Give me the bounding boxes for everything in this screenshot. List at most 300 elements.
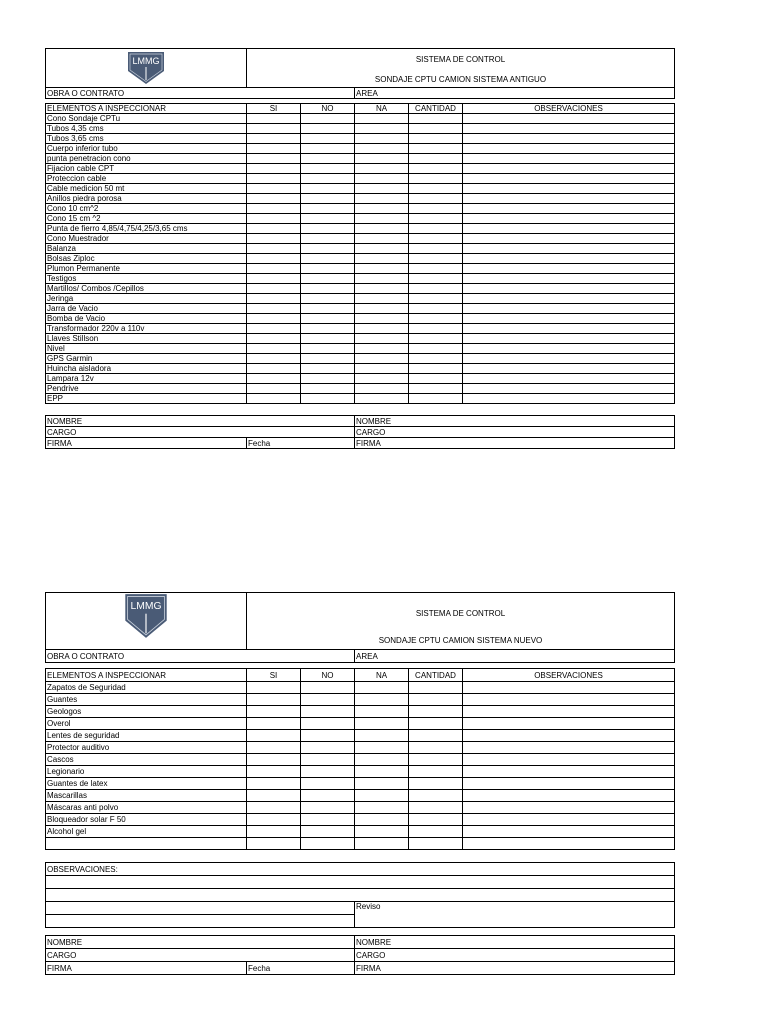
cargo-label-2: CARGO (355, 427, 675, 438)
cantidad-cell[interactable] (409, 194, 463, 204)
na-cell[interactable] (355, 838, 409, 850)
na-cell[interactable] (355, 194, 409, 204)
item-label: Cono Sondaje CPTu (46, 114, 247, 124)
observaciones-cell[interactable] (463, 730, 675, 742)
na-cell[interactable] (355, 706, 409, 718)
observaciones-cell[interactable] (463, 682, 675, 694)
no-cell[interactable] (301, 730, 355, 742)
cantidad-cell[interactable] (409, 814, 463, 826)
observaciones-cell[interactable] (463, 324, 675, 334)
si-cell[interactable] (247, 394, 301, 404)
observaciones-cell[interactable] (463, 174, 675, 184)
table-row (46, 244, 675, 254)
na-cell[interactable] (355, 802, 409, 814)
no-cell[interactable] (301, 754, 355, 766)
table-row (46, 254, 675, 264)
item-label: Martillos/ Combos /Cepillos (46, 284, 247, 294)
no-cell[interactable] (301, 294, 355, 304)
si-cell[interactable] (247, 682, 301, 694)
item-label: Overol (46, 718, 247, 730)
cantidad-cell[interactable] (409, 284, 463, 294)
col-cantidad: CANTIDAD (409, 104, 463, 114)
firma-label-2: FIRMA (355, 962, 675, 975)
si-cell[interactable] (247, 124, 301, 134)
title-cell (247, 593, 675, 650)
si-cell[interactable] (247, 224, 301, 234)
na-cell[interactable] (355, 174, 409, 184)
signature-table (45, 935, 675, 975)
si-cell[interactable] (247, 174, 301, 184)
blank-cell (46, 902, 355, 915)
na-cell[interactable] (355, 164, 409, 174)
observaciones-cell[interactable] (463, 354, 675, 364)
table-row (46, 284, 675, 294)
cantidad-cell[interactable] (409, 314, 463, 324)
si-cell[interactable] (247, 706, 301, 718)
no-cell[interactable] (301, 364, 355, 374)
cantidad-cell[interactable] (409, 778, 463, 790)
observaciones-cell[interactable] (463, 304, 675, 314)
no-cell[interactable] (301, 394, 355, 404)
na-cell[interactable] (355, 234, 409, 244)
reviso-label: Reviso (355, 902, 675, 928)
observaciones-cell[interactable] (463, 134, 675, 144)
cantidad-cell[interactable] (409, 766, 463, 778)
item-label: GPS Garmin (46, 354, 247, 364)
observaciones-cell[interactable] (463, 394, 675, 404)
col-na: NA (355, 669, 409, 682)
inspection-table (45, 103, 675, 404)
observaciones-cell[interactable] (463, 314, 675, 324)
si-cell[interactable] (247, 244, 301, 254)
na-cell[interactable] (355, 264, 409, 274)
item-label: Bomba de Vacio (46, 314, 247, 324)
na-cell[interactable] (355, 184, 409, 194)
na-cell[interactable] (355, 364, 409, 374)
no-cell[interactable] (301, 838, 355, 850)
obra-label: OBRA O CONTRATO (46, 88, 355, 99)
si-cell[interactable] (247, 802, 301, 814)
si-cell[interactable] (247, 284, 301, 294)
item-label: Alcohol gel (46, 826, 247, 838)
cantidad-cell[interactable] (409, 754, 463, 766)
si-cell[interactable] (247, 114, 301, 124)
col-observaciones: OBSERVACIONES (463, 104, 675, 114)
table-row (46, 826, 675, 838)
no-cell[interactable] (301, 224, 355, 234)
no-cell[interactable] (301, 134, 355, 144)
no-cell[interactable] (301, 802, 355, 814)
cantidad-cell[interactable] (409, 826, 463, 838)
na-cell[interactable] (355, 144, 409, 154)
na-cell[interactable] (355, 694, 409, 706)
cantidad-cell[interactable] (409, 214, 463, 224)
si-cell[interactable] (247, 204, 301, 214)
na-cell[interactable] (355, 124, 409, 134)
cantidad-cell[interactable] (409, 682, 463, 694)
item-label: Tubos 3,65 cms (46, 134, 247, 144)
na-cell[interactable] (355, 790, 409, 802)
na-cell[interactable] (355, 682, 409, 694)
cargo-label: CARGO (46, 427, 355, 438)
si-cell[interactable] (247, 274, 301, 284)
si-cell[interactable] (247, 304, 301, 314)
table-row (46, 682, 675, 694)
si-cell[interactable] (247, 154, 301, 164)
blank-cell (46, 915, 355, 928)
item-label: Cono 15 cm ^2 (46, 214, 247, 224)
si-cell[interactable] (247, 742, 301, 754)
form-nuevo (45, 592, 674, 975)
cantidad-cell[interactable] (409, 254, 463, 264)
observaciones-cell[interactable] (463, 234, 675, 244)
no-cell[interactable] (301, 790, 355, 802)
si-cell[interactable] (247, 164, 301, 174)
observaciones-cell[interactable] (463, 154, 675, 164)
na-cell[interactable] (355, 334, 409, 344)
si-cell[interactable] (247, 694, 301, 706)
item-label: Anillos piedra porosa (46, 194, 247, 204)
table-row (46, 364, 675, 374)
table-row (46, 718, 675, 730)
cantidad-cell[interactable] (409, 164, 463, 174)
cantidad-cell[interactable] (409, 264, 463, 274)
no-cell[interactable] (301, 324, 355, 334)
si-cell[interactable] (247, 384, 301, 394)
col-cantidad: CANTIDAD (409, 669, 463, 682)
na-cell[interactable] (355, 814, 409, 826)
no-cell[interactable] (301, 742, 355, 754)
na-cell[interactable] (355, 718, 409, 730)
na-cell[interactable] (355, 314, 409, 324)
table-row (46, 802, 675, 814)
si-cell[interactable] (247, 344, 301, 354)
cantidad-cell[interactable] (409, 364, 463, 374)
table-row (46, 314, 675, 324)
no-cell[interactable] (301, 706, 355, 718)
si-cell[interactable] (247, 814, 301, 826)
observaciones-cell[interactable] (463, 766, 675, 778)
table-row (46, 706, 675, 718)
cantidad-cell[interactable] (409, 154, 463, 164)
cantidad-cell[interactable] (409, 802, 463, 814)
no-cell[interactable] (301, 284, 355, 294)
no-cell[interactable] (301, 194, 355, 204)
form-header (45, 592, 675, 650)
na-cell[interactable] (355, 742, 409, 754)
observaciones-line[interactable] (46, 889, 675, 902)
cantidad-cell[interactable] (409, 244, 463, 254)
observaciones-cell[interactable] (463, 284, 675, 294)
cantidad-cell[interactable] (409, 274, 463, 284)
no-cell[interactable] (301, 374, 355, 384)
item-label: Legionario (46, 766, 247, 778)
no-cell[interactable] (301, 354, 355, 364)
col-elementos: ELEMENTOS A INSPECCIONAR (46, 669, 247, 682)
si-cell[interactable] (247, 766, 301, 778)
cantidad-cell[interactable] (409, 224, 463, 234)
na-cell[interactable] (355, 384, 409, 394)
item-label: Plumon Permanente (46, 264, 247, 274)
na-cell[interactable] (355, 374, 409, 384)
cantidad-cell[interactable] (409, 324, 463, 334)
si-cell[interactable] (247, 790, 301, 802)
col-si: SI (247, 104, 301, 114)
table-row (46, 730, 675, 742)
observaciones-cell[interactable] (463, 694, 675, 706)
item-label: Llaves Stillson (46, 334, 247, 344)
na-cell[interactable] (355, 204, 409, 214)
si-cell[interactable] (247, 254, 301, 264)
si-cell[interactable] (247, 838, 301, 850)
na-cell[interactable] (355, 324, 409, 334)
cantidad-cell[interactable] (409, 790, 463, 802)
col-observaciones: OBSERVACIONES (463, 669, 675, 682)
inspection-table (45, 668, 675, 850)
obra-label: OBRA O CONTRATO (46, 650, 355, 663)
no-cell[interactable] (301, 274, 355, 284)
cantidad-cell[interactable] (409, 204, 463, 214)
si-cell[interactable] (247, 194, 301, 204)
na-cell[interactable] (355, 274, 409, 284)
fecha-label: Fecha (247, 438, 355, 449)
no-cell[interactable] (301, 826, 355, 838)
cantidad-cell[interactable] (409, 354, 463, 364)
no-cell[interactable] (301, 144, 355, 154)
cantidad-cell[interactable] (409, 334, 463, 344)
fecha-label: Fecha (247, 962, 355, 975)
observaciones-cell[interactable] (463, 274, 675, 284)
obra-row (45, 649, 675, 663)
table-row (46, 778, 675, 790)
item-label: Proteccion cable (46, 174, 247, 184)
no-cell[interactable] (301, 304, 355, 314)
observaciones-cell[interactable] (463, 790, 675, 802)
observaciones-cell[interactable] (463, 124, 675, 134)
no-cell[interactable] (301, 264, 355, 274)
observaciones-cell[interactable] (463, 204, 675, 214)
item-label: Guantes (46, 694, 247, 706)
item-label: Mascarillas (46, 790, 247, 802)
no-cell[interactable] (301, 254, 355, 264)
cantidad-cell[interactable] (409, 706, 463, 718)
si-cell[interactable] (247, 134, 301, 144)
cantidad-cell[interactable] (409, 718, 463, 730)
observaciones-cell[interactable] (463, 194, 675, 204)
no-cell[interactable] (301, 234, 355, 244)
na-cell[interactable] (355, 114, 409, 124)
nombre-label: NOMBRE (46, 416, 355, 427)
na-cell[interactable] (355, 294, 409, 304)
cantidad-cell[interactable] (409, 838, 463, 850)
na-cell[interactable] (355, 154, 409, 164)
si-cell[interactable] (247, 264, 301, 274)
na-cell[interactable] (355, 730, 409, 742)
nombre-label: NOMBRE (46, 936, 355, 949)
no-cell[interactable] (301, 682, 355, 694)
na-cell[interactable] (355, 344, 409, 354)
no-cell[interactable] (301, 214, 355, 224)
observaciones-cell[interactable] (463, 294, 675, 304)
no-cell[interactable] (301, 334, 355, 344)
lmmg-logo-icon (123, 593, 169, 639)
cantidad-cell[interactable] (409, 174, 463, 184)
si-cell[interactable] (247, 234, 301, 244)
cantidad-cell[interactable] (409, 694, 463, 706)
na-cell[interactable] (355, 826, 409, 838)
observaciones-cell[interactable] (463, 224, 675, 234)
na-cell[interactable] (355, 254, 409, 264)
observaciones-cell[interactable] (463, 244, 675, 254)
table-row (46, 334, 675, 344)
item-label: Pendrive (46, 384, 247, 394)
logo (46, 49, 247, 88)
item-label: Cono Muestrador (46, 234, 247, 244)
cantidad-cell[interactable] (409, 742, 463, 754)
observaciones-cell[interactable] (463, 706, 675, 718)
cantidad-cell[interactable] (409, 114, 463, 124)
observaciones-cell[interactable] (463, 114, 675, 124)
form-subtitle: SONDAJE CPTU CAMION SISTEMA NUEVO (378, 636, 543, 645)
observaciones-cell[interactable] (463, 718, 675, 730)
observaciones-cell[interactable] (463, 384, 675, 394)
observaciones-label: OBSERVACIONES: (46, 863, 675, 876)
na-cell[interactable] (355, 224, 409, 234)
observaciones-cell[interactable] (463, 214, 675, 224)
no-cell[interactable] (301, 766, 355, 778)
no-cell[interactable] (301, 184, 355, 194)
table-row (46, 742, 675, 754)
cantidad-cell[interactable] (409, 144, 463, 154)
no-cell[interactable] (301, 718, 355, 730)
si-cell[interactable] (247, 294, 301, 304)
observaciones-cell[interactable] (463, 164, 675, 174)
cantidad-cell[interactable] (409, 304, 463, 314)
na-cell[interactable] (355, 284, 409, 294)
table-row (46, 224, 675, 234)
si-cell[interactable] (247, 718, 301, 730)
no-cell[interactable] (301, 344, 355, 354)
na-cell[interactable] (355, 134, 409, 144)
cantidad-cell[interactable] (409, 134, 463, 144)
no-cell[interactable] (301, 204, 355, 214)
observaciones-cell[interactable] (463, 778, 675, 790)
si-cell[interactable] (247, 374, 301, 384)
firma-label-2: FIRMA (355, 438, 675, 449)
si-cell[interactable] (247, 314, 301, 324)
no-cell[interactable] (301, 164, 355, 174)
na-cell[interactable] (355, 214, 409, 224)
si-cell[interactable] (247, 730, 301, 742)
observaciones-cell[interactable] (463, 254, 675, 264)
cargo-label: CARGO (46, 949, 355, 962)
no-cell[interactable] (301, 124, 355, 134)
no-cell[interactable] (301, 778, 355, 790)
firma-label: FIRMA (46, 962, 247, 975)
table-row (46, 384, 675, 394)
na-cell[interactable] (355, 244, 409, 254)
si-cell[interactable] (247, 324, 301, 334)
cantidad-cell[interactable] (409, 384, 463, 394)
item-label: punta penetracion cono (46, 154, 247, 164)
table-row (46, 294, 675, 304)
si-cell[interactable] (247, 826, 301, 838)
observaciones-cell[interactable] (463, 838, 675, 850)
si-cell[interactable] (247, 214, 301, 224)
si-cell[interactable] (247, 144, 301, 154)
form-header (45, 48, 675, 88)
na-cell[interactable] (355, 304, 409, 314)
cantidad-cell[interactable] (409, 294, 463, 304)
cantidad-cell[interactable] (409, 394, 463, 404)
item-label: Cable medicion 50 mt (46, 184, 247, 194)
observaciones-cell[interactable] (463, 264, 675, 274)
observaciones-line[interactable] (46, 876, 675, 889)
col-na: NA (355, 104, 409, 114)
observaciones-cell[interactable] (463, 814, 675, 826)
observaciones-cell[interactable] (463, 334, 675, 344)
observaciones-cell[interactable] (463, 364, 675, 374)
col-no: NO (301, 104, 355, 114)
si-cell[interactable] (247, 334, 301, 344)
observaciones-cell[interactable] (463, 374, 675, 384)
item-label: Fijacion cable CPT (46, 164, 247, 174)
cantidad-cell[interactable] (409, 730, 463, 742)
na-cell[interactable] (355, 394, 409, 404)
si-cell[interactable] (247, 354, 301, 364)
no-cell[interactable] (301, 174, 355, 184)
na-cell[interactable] (355, 754, 409, 766)
no-cell[interactable] (301, 244, 355, 254)
observaciones-cell[interactable] (463, 802, 675, 814)
si-cell[interactable] (247, 184, 301, 194)
observaciones-cell[interactable] (463, 144, 675, 154)
observaciones-cell[interactable] (463, 826, 675, 838)
cantidad-cell[interactable] (409, 374, 463, 384)
observaciones-cell[interactable] (463, 344, 675, 354)
item-label (46, 838, 247, 850)
item-label: Bloqueador solar F 50 (46, 814, 247, 826)
na-cell[interactable] (355, 778, 409, 790)
table-row (46, 354, 675, 364)
cantidad-cell[interactable] (409, 344, 463, 354)
no-cell[interactable] (301, 154, 355, 164)
na-cell[interactable] (355, 766, 409, 778)
table-row (46, 694, 675, 706)
item-label: Punta de fierro 4,85/4,75/4,25/3,65 cms (46, 224, 247, 234)
logo (46, 593, 247, 650)
no-cell[interactable] (301, 114, 355, 124)
no-cell[interactable] (301, 814, 355, 826)
col-no: NO (301, 669, 355, 682)
observaciones-cell[interactable] (463, 184, 675, 194)
si-cell[interactable] (247, 754, 301, 766)
form-title: SISTEMA DE CONTROL (415, 609, 506, 618)
cantidad-cell[interactable] (409, 234, 463, 244)
no-cell[interactable] (301, 384, 355, 394)
cantidad-cell[interactable] (409, 184, 463, 194)
si-cell[interactable] (247, 778, 301, 790)
no-cell[interactable] (301, 694, 355, 706)
no-cell[interactable] (301, 314, 355, 324)
si-cell[interactable] (247, 364, 301, 374)
observaciones-cell[interactable] (463, 742, 675, 754)
item-label: Testigos (46, 274, 247, 284)
table-row (46, 194, 675, 204)
cantidad-cell[interactable] (409, 124, 463, 134)
observaciones-cell[interactable] (463, 754, 675, 766)
na-cell[interactable] (355, 354, 409, 364)
